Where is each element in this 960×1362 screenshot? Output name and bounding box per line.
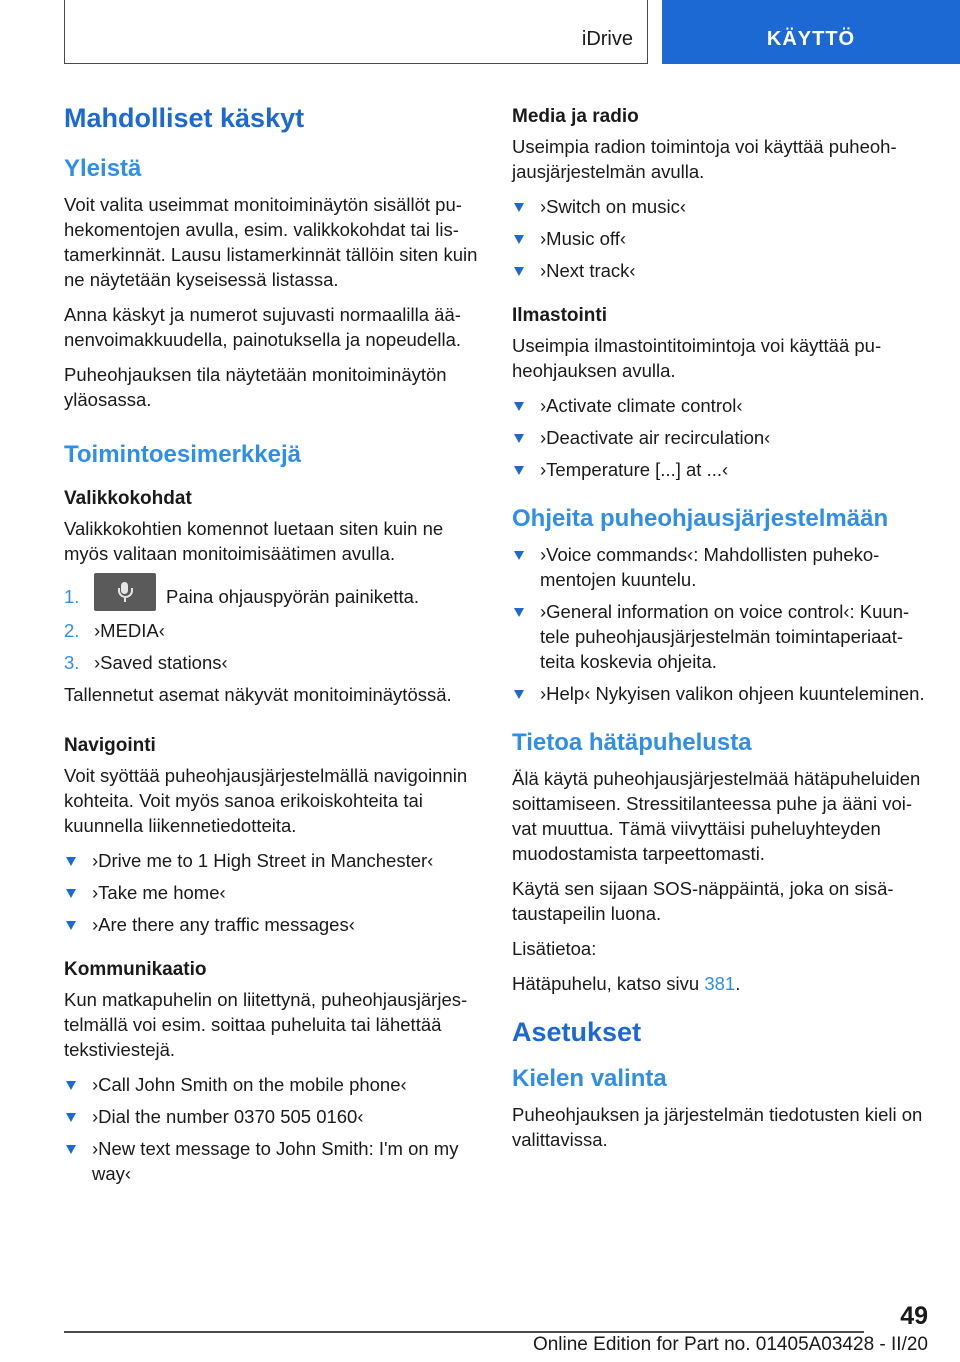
triangle-bullet-icon (66, 1081, 76, 1090)
section-toiminto-title: Toimintoesimerkkejä (64, 441, 301, 468)
paragraph: Puheohjauksen tila näytetään monitoiminäytön yläosassa. (64, 364, 447, 410)
paragraph: Käytä sen sijaan SOS-näppäintä, joka on sisätaustapeilin luona. (512, 878, 894, 924)
subsection-valikkokohdat-title: Valikkokohdat (64, 488, 192, 509)
paragraph: Tallennetut asemat näkyvät monitoiminäytössä. (64, 684, 452, 706)
header-section-title: iDrive (581, 28, 633, 50)
list-item (512, 425, 930, 450)
paragraph: Valikkokohtien komennot luetaan siten kuin ne myös valitaan monitoimisäätimen avulla. (64, 518, 444, 564)
command-text: ›Take me home‹ (92, 882, 226, 904)
section-hatapuhelu-title: Tietoa hätäpuhelusta (512, 729, 752, 756)
paragraph (512, 971, 930, 996)
step-number: 2. (64, 620, 80, 642)
list-item (512, 681, 930, 706)
header-box (64, 0, 648, 64)
step-text: ›MEDIA‹ (94, 620, 165, 642)
paragraph: Kun matkapuhelin on liitettynä, puheohjausjärjestelmällä voi esim. soittaa puheluita tai lähettää tekstiviestejä. (64, 989, 468, 1061)
list-item (64, 1072, 482, 1097)
reference-suffix: . (735, 973, 741, 994)
step-text: ›Saved stations‹ (94, 652, 228, 674)
command-text: ›Call John Smith on the mobile phone‹ (92, 1074, 407, 1096)
list-item (512, 457, 930, 482)
footer-edition: Online Edition for Part no. 01405A03428 - II/20 (532, 1334, 928, 1355)
paragraph: Anna käskyt ja numerot sujuvasti normaalilla äänenvoimakkuudella, painotuksella ja nopeudella. (64, 304, 462, 350)
list-item (64, 1104, 482, 1129)
subsection-kieli-title: Kielen valinta (512, 1065, 667, 1092)
paragraph: Voit valita useimmat monitoiminäytön sisällöt puhekomentojen avulla, esim. valikkokohdat tai listamerkinnät. Lausu listamerkinnät tällöin siten kuin ne näytetään kyseisessä listassa. (64, 194, 478, 290)
right-column (512, 100, 930, 1162)
paragraph: Älä käytä puheohjausjärjestelmää hätäpuheluiden soittamiseen. Stressitilanteessa puhe ja ääni voivat muuttua. Tämä viivyttäisi puheluyhteyden muodostamista tarpeettomasti. (512, 768, 921, 864)
page-reference-link[interactable]: 381 (704, 973, 736, 994)
triangle-bullet-icon (514, 608, 524, 617)
triangle-bullet-icon (514, 434, 524, 443)
reference-text: Hätäpuhelu, katso sivu (512, 973, 705, 994)
subsection-ilmastointi-title: Ilmastointi (512, 305, 608, 326)
command-text: ›Voice commands‹: Mahdollisten puhekomentojen kuuntelu. (540, 544, 880, 590)
triangle-bullet-icon (66, 889, 76, 898)
command-text: ›Activate climate control‹ (540, 395, 743, 416)
list-item (64, 1136, 482, 1186)
subsection-navigointi-title: Navigointi (64, 735, 156, 757)
list-item (512, 258, 930, 283)
list-item (64, 584, 482, 611)
step-number: 3. (64, 652, 80, 674)
command-text: ›Are there any traffic messages‹ (92, 914, 355, 936)
command-text: ›Dial the number 0370 505 0160‹ (92, 1106, 364, 1128)
triangle-bullet-icon (66, 1145, 76, 1154)
paragraph: Puheohjauksen ja järjestelmän tiedotusten kieli on valittavissa. (512, 1104, 923, 1150)
command-text: ›Temperature [...] at ...‹ (540, 459, 729, 480)
triangle-bullet-icon (514, 402, 524, 411)
command-text: ›New text message to John Smith: I'm on my way‹ (92, 1138, 459, 1185)
page-title: Mahdolliset käskyt (64, 103, 305, 133)
paragraph: Voit syöttää puheohjausjärjestelmällä navigoinnin kohteita. Voit myös sanoa erikoiskohteita tai kuunnella liikennetiedotteita. (64, 765, 468, 837)
triangle-bullet-icon (514, 267, 524, 276)
step-text: Paina ohjauspyörän painiketta. (166, 586, 420, 607)
paragraph: Useimpia ilmastointitoimintoja voi käyttää puheohjauksen avulla. (512, 335, 882, 381)
triangle-bullet-icon (514, 551, 524, 560)
command-text: ›Deactivate air recirculation‹ (540, 427, 771, 448)
header-chapter-tab[interactable]: KÄYTTÖ (662, 0, 960, 64)
section-asetukset-title: Asetukset (512, 1017, 642, 1047)
command-text: ›Next track‹ (540, 260, 636, 281)
list-item (512, 393, 930, 418)
triangle-bullet-icon (514, 203, 524, 212)
command-list (64, 848, 482, 937)
command-list (64, 1072, 482, 1186)
list-item (512, 599, 930, 674)
triangle-bullet-icon (514, 235, 524, 244)
triangle-bullet-icon (514, 466, 524, 475)
subsection-kommunikaatio-title: Kommunikaatio (64, 959, 207, 981)
list-item (512, 194, 930, 219)
list-item (64, 650, 482, 675)
list-item (64, 880, 482, 905)
list-item (512, 226, 930, 251)
list-item (64, 912, 482, 937)
paragraph: Lisätietoa: (512, 938, 597, 959)
microphone-button-icon (94, 573, 156, 611)
command-list (512, 542, 930, 706)
section-yleista-title: Yleistä (64, 155, 142, 182)
section-ohjeita-title: Ohjeita puheohjausjärjestelmään (512, 505, 889, 532)
triangle-bullet-icon (66, 921, 76, 930)
triangle-bullet-icon (66, 857, 76, 866)
command-list (512, 194, 930, 283)
command-text: ›Drive me to 1 High Street in Manchester‹ (92, 850, 434, 872)
subsection-media-title: Media ja radio (512, 106, 639, 127)
list-item (512, 542, 930, 592)
step-number: 1. (64, 586, 80, 607)
left-column (64, 100, 482, 1198)
triangle-bullet-icon (66, 1113, 76, 1122)
command-text: ›General information on voice control‹: Kuuntele puheohjausjärjestelmän toimintaperiaatteita koskevia ohjeita. (540, 601, 910, 672)
command-text: ›Music off‹ (540, 228, 627, 249)
command-text: ›Help‹ Nykyisen valikon ohjeen kuunteleminen. (540, 683, 925, 704)
footer-divider (64, 1331, 864, 1333)
command-text: ›Switch on music‹ (540, 196, 686, 217)
list-item (64, 618, 482, 643)
paragraph: Useimpia radion toimintoja voi käyttää puheohjausjärjestelmän avulla. (512, 136, 897, 182)
list-item (64, 848, 482, 873)
step-list (64, 584, 482, 675)
triangle-bullet-icon (514, 690, 524, 699)
command-list (512, 393, 930, 482)
page-number: 49 (900, 1302, 928, 1330)
